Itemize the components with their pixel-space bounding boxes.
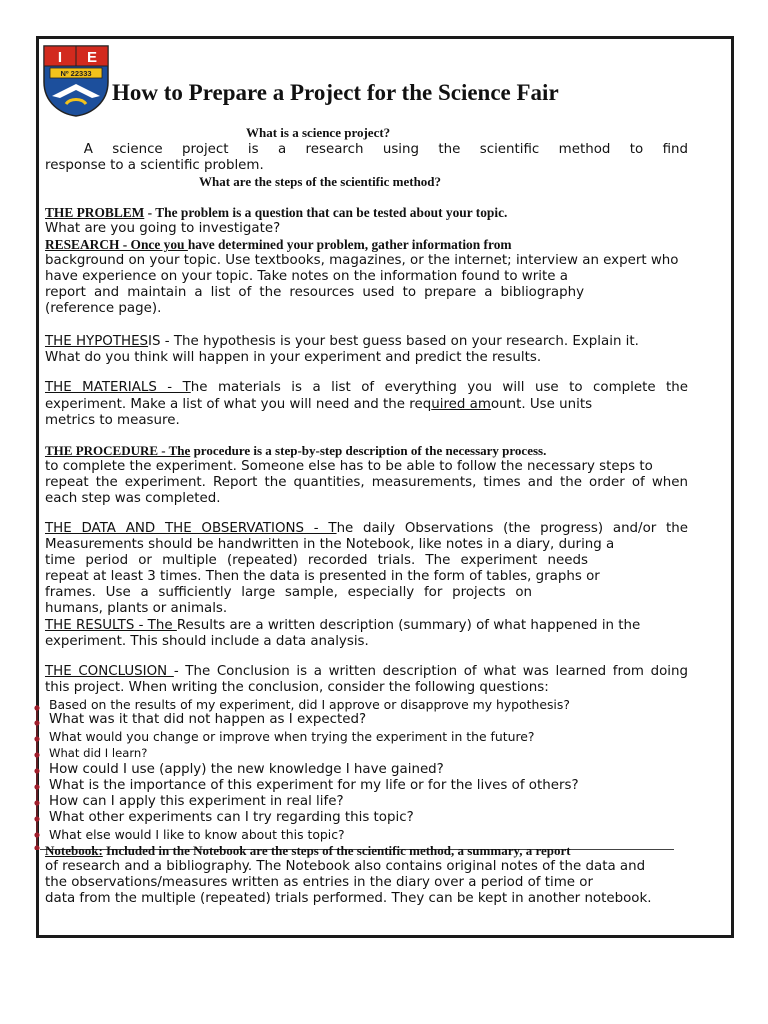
- procedure-heading: THE PROCEDURE - The: [45, 443, 191, 458]
- list-item: What would you change or improve when trying the experiment in the future?: [49, 729, 535, 744]
- bullet-dot: [34, 800, 39, 805]
- list-item: Based on the results of my experiment, did I approve or disapprove my hypothesis?: [49, 697, 570, 712]
- research-heading: RESEARCH - Once you: [45, 237, 188, 252]
- svg-text:E: E: [86, 49, 98, 66]
- conclusion-line-2: this project. When writing the conclusion, consider the following questions:: [45, 680, 549, 695]
- materials-line-2: experiment. Make a list of what you will need and the required amount. Use units: [45, 397, 593, 412]
- notebook-line-4: data from the multiple (repeated) trials performed. They can be kept in another notebook.: [45, 891, 652, 906]
- list-item: How can I apply this experiment in real life?: [49, 794, 344, 809]
- data-observations-paragraph: THE DATA AND THE OBSERVATIONS - The daily Observations (the progress) and/or the: [45, 521, 688, 536]
- research-line-3: have experience on your topic. Take notes on the information found to write a: [45, 269, 568, 284]
- bullet-dot: [34, 832, 39, 837]
- research-line-5: (reference page).: [45, 301, 162, 316]
- bullet-dot: [34, 816, 39, 821]
- results-paragraph: THE RESULTS - The Results are a written description (summary) of what happened in the: [45, 618, 641, 633]
- problem-heading: THE PROBLEM: [45, 205, 145, 220]
- data-observations-line-2: Measurements should be handwritten in the Notebook, like notes in a diary, during a: [45, 537, 615, 552]
- notebook-paragraph: Notebook: Included in the Notebook are the steps of the scientific method, a summary, a report: [45, 843, 571, 858]
- research-paragraph: RESEARCH - Once you have determined your problem, gather information from: [45, 237, 512, 252]
- materials-line-3: metrics to measure.: [45, 413, 180, 428]
- list-item: What is the importance of this experiment for my life or for the lives of others?: [49, 778, 579, 793]
- notebook-line-3: the observations/measures written as entries in the diary over a period of time or: [45, 875, 593, 890]
- hypothesis-paragraph: THE HYPOTHESIS - The hypothesis is your best guess based on your research. Explain it.: [45, 334, 639, 349]
- bullet-dot: [34, 705, 39, 710]
- bullet-dot: [34, 736, 39, 741]
- procedure-line-3: repeat the experiment. Report the quantities, measurements, times and the order of when: [45, 475, 688, 490]
- procedure-paragraph: THE PROCEDURE - The procedure is a step-by-step description of the necessary process.: [45, 443, 547, 458]
- notebook-heading: Notebook:: [45, 843, 103, 858]
- intro-text-line-2: response to a scientific problem.: [45, 158, 264, 173]
- list-item: How could I use (apply) the new knowledge I have gained?: [49, 762, 444, 777]
- conclusion-paragraph: THE CONCLUSION - The Conclusion is a written description of what was learned from doing: [45, 664, 688, 679]
- results-heading: THE RESULTS - The: [45, 618, 177, 633]
- problem-paragraph: THE PROBLEM - The problem is a question that can be tested about your topic.: [45, 205, 508, 220]
- data-observations-line-5: frames. Use a sufficiently large sample, especially for projects on: [45, 585, 532, 600]
- question-steps: What are the steps of the scientific method?: [199, 174, 442, 189]
- conclusion-heading: THE CONCLUSION: [45, 664, 174, 679]
- bullet-dot: [34, 845, 39, 850]
- results-line-2: experiment. This should include a data analysis.: [45, 634, 369, 649]
- intro-text-line-1: A science project is a research using the scientific method to find: [83, 142, 688, 157]
- procedure-line-4: each step was completed.: [45, 491, 221, 506]
- svg-text:Nº 22333: Nº 22333: [60, 69, 92, 78]
- question-what-is-project: What is a science project?: [246, 125, 391, 140]
- procedure-line-2: to complete the experiment. Someone else has to be able to follow the necessary steps to: [45, 459, 653, 474]
- bullet-dot: [34, 752, 39, 757]
- research-line-4: report and maintain a list of the resources used to prepare a bibliography: [45, 285, 584, 300]
- research-line-2: background on your topic. Use textbooks, magazines, or the internet; interview an expert who: [45, 253, 679, 268]
- list-item: What other experiments can I try regarding this topic?: [49, 810, 414, 825]
- list-item: What did I learn?: [49, 746, 148, 760]
- page-title: How to Prepare a Project for the Science Fair: [112, 80, 559, 105]
- data-observations-line-6: humans, plants or animals.: [45, 601, 228, 616]
- school-crest-logo: [40, 42, 112, 118]
- hypothesis-heading: THE HYPOTHES: [45, 334, 149, 349]
- bullet-markers: [34, 705, 44, 850]
- svg-text:I: I: [57, 49, 63, 66]
- list-item: What else would I like to know about this topic?: [49, 827, 345, 842]
- data-observations-line-3: time period or multiple (repeated) recorded trials. The experiment needs: [45, 553, 588, 568]
- materials-paragraph: THE MATERIALS - The materials is a list of everything you will use to complete the: [45, 380, 688, 395]
- bullet-dot: [34, 768, 39, 773]
- list-item: What was it that did not happen as I expected?: [49, 712, 367, 727]
- problem-line-2: What are you going to investigate?: [45, 221, 281, 236]
- data-observations-line-4: repeat at least 3 times. Then the data is presented in the form of tables, graphs or: [45, 569, 600, 584]
- data-observations-heading: THE DATA AND THE OBSERVATIONS - T: [45, 521, 337, 536]
- notebook-line-2: of research and a bibliography. The Notebook also contains original notes of the data and: [45, 859, 646, 874]
- bullet-dot: [34, 784, 39, 789]
- hypothesis-line-2: What do you think will happen in your experiment and predict the results.: [45, 350, 542, 365]
- bullet-dot: [34, 720, 39, 725]
- materials-heading: THE MATERIALS - T: [45, 380, 191, 395]
